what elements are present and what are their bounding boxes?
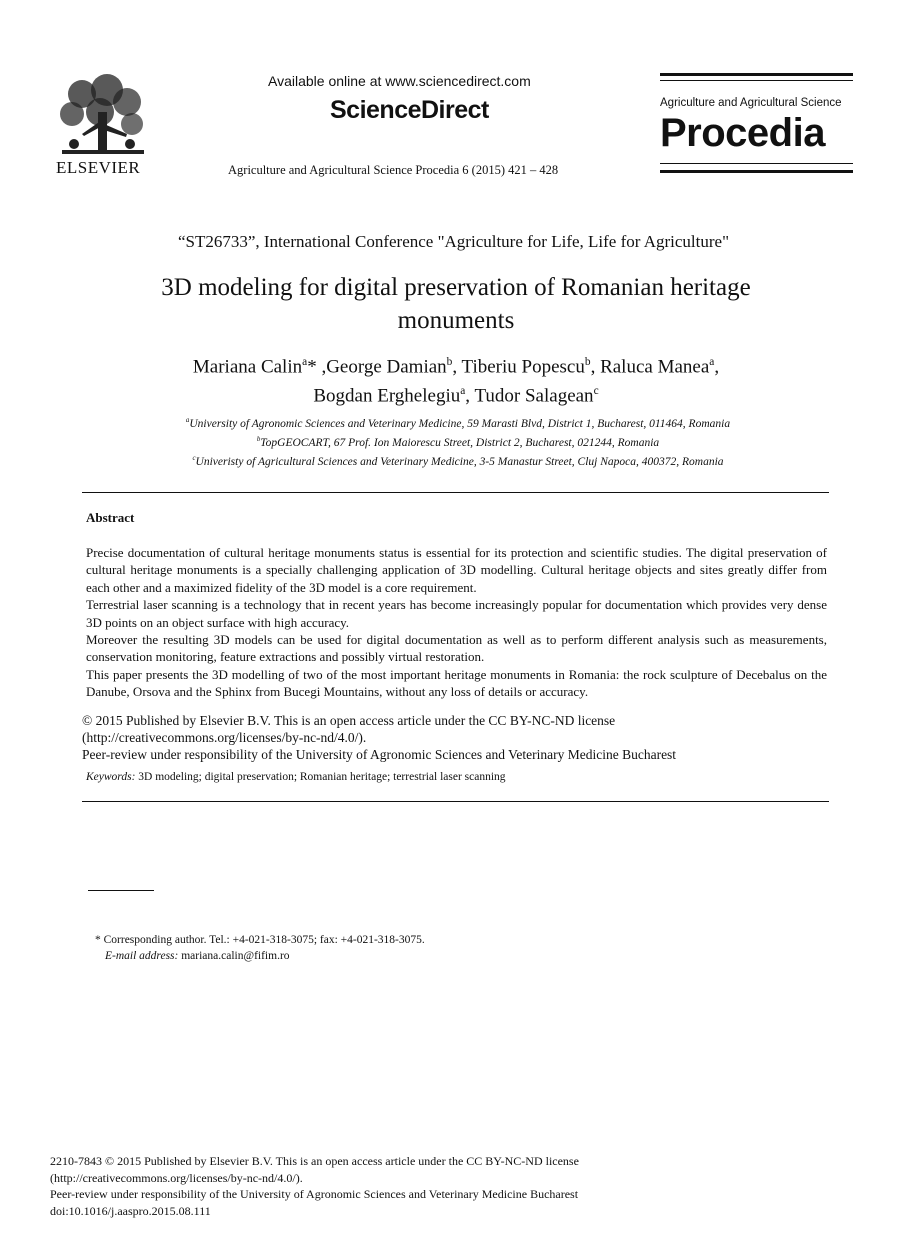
author-separator: , bbox=[465, 385, 475, 407]
title-line-2: monuments bbox=[397, 307, 515, 334]
author-list bbox=[100, 350, 812, 409]
page-footer bbox=[50, 1153, 579, 1219]
license-block bbox=[82, 712, 676, 763]
footer-peer-review: Peer-review under responsibility of the University of Agronomic Sciences and Veterinary Medicine Bucharest bbox=[50, 1187, 579, 1201]
divider bbox=[82, 492, 829, 493]
abstract-paragraph: Moreover the resulting 3D models can be used for digital documentation as well as to perform different analysis such as measurements, conservation monitoring, feature extractions and possibly virtual restoration. bbox=[86, 632, 827, 665]
affiliation-text: University of Agronomic Sciences and Veterinary Medicine, 59 Marasti Blvd, District 1, Bucharest, 011464, Romania bbox=[189, 417, 731, 430]
email-label: E-mail address: bbox=[105, 950, 179, 962]
author-name: Mariana Calin bbox=[192, 356, 303, 378]
license-link[interactable]: (http://creativecommons.org/licenses/by-nc-nd/4.0/). bbox=[82, 730, 367, 745]
peer-review-text: Peer-review under responsibility of the University of Agronomic Sciences and Veterinary Medicine Bucharest bbox=[82, 747, 677, 762]
author-separator: , bbox=[590, 356, 601, 378]
author-name: Bogdan Erghelegiu bbox=[313, 385, 461, 407]
available-online-text: Available online at www.sciencedirect.com bbox=[268, 73, 531, 89]
affiliation-mark: b bbox=[256, 435, 261, 443]
journal-citation: Agriculture and Agricultural Science Procedia 6 (2015) 421 – 428 bbox=[228, 163, 559, 177]
abstract-paragraph: Precise documentation of cultural heritage monuments status is essential for its protection and scientific studies. The digital preservation of cultural heritage monuments is a specially challenging application of 3D modelling. Cultural heritage objects and sites greatly differ from each other and a maximized fidelity of the 3D model is a core requirement. bbox=[86, 545, 827, 595]
abstract-paragraph: This paper presents the 3D modelling of two of the most important heritage monuments in Romania: the rock sculpture of Decebalus on the Danube, Orsova and the Sphinx from Bucegi Mountains, without any loss of details or accuracy. bbox=[86, 666, 827, 700]
author-name: Tiberiu Popescu bbox=[461, 356, 585, 378]
footnote bbox=[95, 932, 425, 964]
title-line-1: 3D modeling for digital preservation of Romanian heritage bbox=[161, 274, 751, 301]
procedia-logo bbox=[660, 73, 853, 177]
affiliation-item bbox=[60, 432, 856, 451]
author-separator: * , bbox=[307, 356, 327, 378]
procedia-name: Procedia bbox=[660, 111, 825, 155]
affiliation-mark: c bbox=[192, 454, 196, 462]
author-mark: a bbox=[302, 356, 308, 368]
keywords-label: Keywords: bbox=[86, 771, 136, 783]
author-mark: b bbox=[446, 356, 453, 368]
author-name: Raluca Manea bbox=[600, 356, 710, 378]
keywords-text: 3D modeling; digital preservation; Romanian heritage; terrestrial laser scanning bbox=[138, 771, 506, 783]
affiliation-item bbox=[60, 451, 856, 470]
footer-issn-line: 2210-7843 © 2015 Published by Elsevier B.V. This is an open access article under the CC BY-NC-ND license bbox=[50, 1154, 579, 1168]
abstract-paragraph: Terrestrial laser scanning is a technology that in recent years has become increasingly popular for documentation which provides very dense 3D points on an object surface with high accuracy. bbox=[86, 597, 827, 630]
author-separator: , bbox=[714, 356, 720, 378]
footer-doi[interactable]: doi:10.1016/j.aaspro.2015.08.111 bbox=[50, 1203, 211, 1218]
procedia-subtitle: Agriculture and Agricultural Science bbox=[660, 97, 842, 109]
divider bbox=[82, 801, 829, 802]
publisher-name: ELSEVIER bbox=[56, 158, 141, 177]
author-mark: c bbox=[593, 385, 599, 398]
footnote-rule bbox=[88, 890, 154, 891]
conference-name: “ST26733”, International Conference "Agriculture for Life, Life for Agriculture" bbox=[177, 232, 730, 251]
sciencedirect-logo: ScienceDirect bbox=[330, 96, 489, 124]
abstract-body bbox=[86, 544, 827, 701]
affiliation-text: TopGEOCART, 67 Prof. Ion Maiorescu Street, District 2, Bucharest, 021244, Romania bbox=[260, 436, 660, 449]
author-mark: a bbox=[709, 356, 715, 368]
paper-title bbox=[100, 271, 812, 337]
affiliation-item bbox=[60, 413, 856, 432]
affiliation-mark: a bbox=[185, 417, 190, 424]
affiliation-text: Univeristy of Agricultural Sciences and Veterinary Medicine, 3-5 Manastur Street, Cluj Napoca, 400372, Romania bbox=[195, 455, 724, 468]
abstract-heading: Abstract bbox=[86, 510, 135, 525]
corresponding-author: * Corresponding author. Tel.: +4-021-318-3075; fax: +4-021-318-3075. bbox=[95, 934, 425, 946]
author-separator: , bbox=[452, 356, 462, 378]
author-name: George Damian bbox=[326, 356, 447, 378]
license-text: © 2015 Published by Elsevier B.V. This is an open access article under the CC BY-NC-ND license bbox=[82, 713, 616, 728]
email-address[interactable]: mariana.calin@fifim.ro bbox=[181, 950, 290, 962]
author-mark: b bbox=[584, 356, 591, 368]
author-mark: a bbox=[460, 385, 466, 398]
keywords bbox=[86, 771, 506, 783]
affiliations bbox=[60, 413, 856, 469]
footer-license-link[interactable]: (http://creativecommons.org/licenses/by-nc-nd/4.0/). bbox=[50, 1170, 303, 1185]
author-name: Tudor Salagean bbox=[474, 385, 594, 407]
